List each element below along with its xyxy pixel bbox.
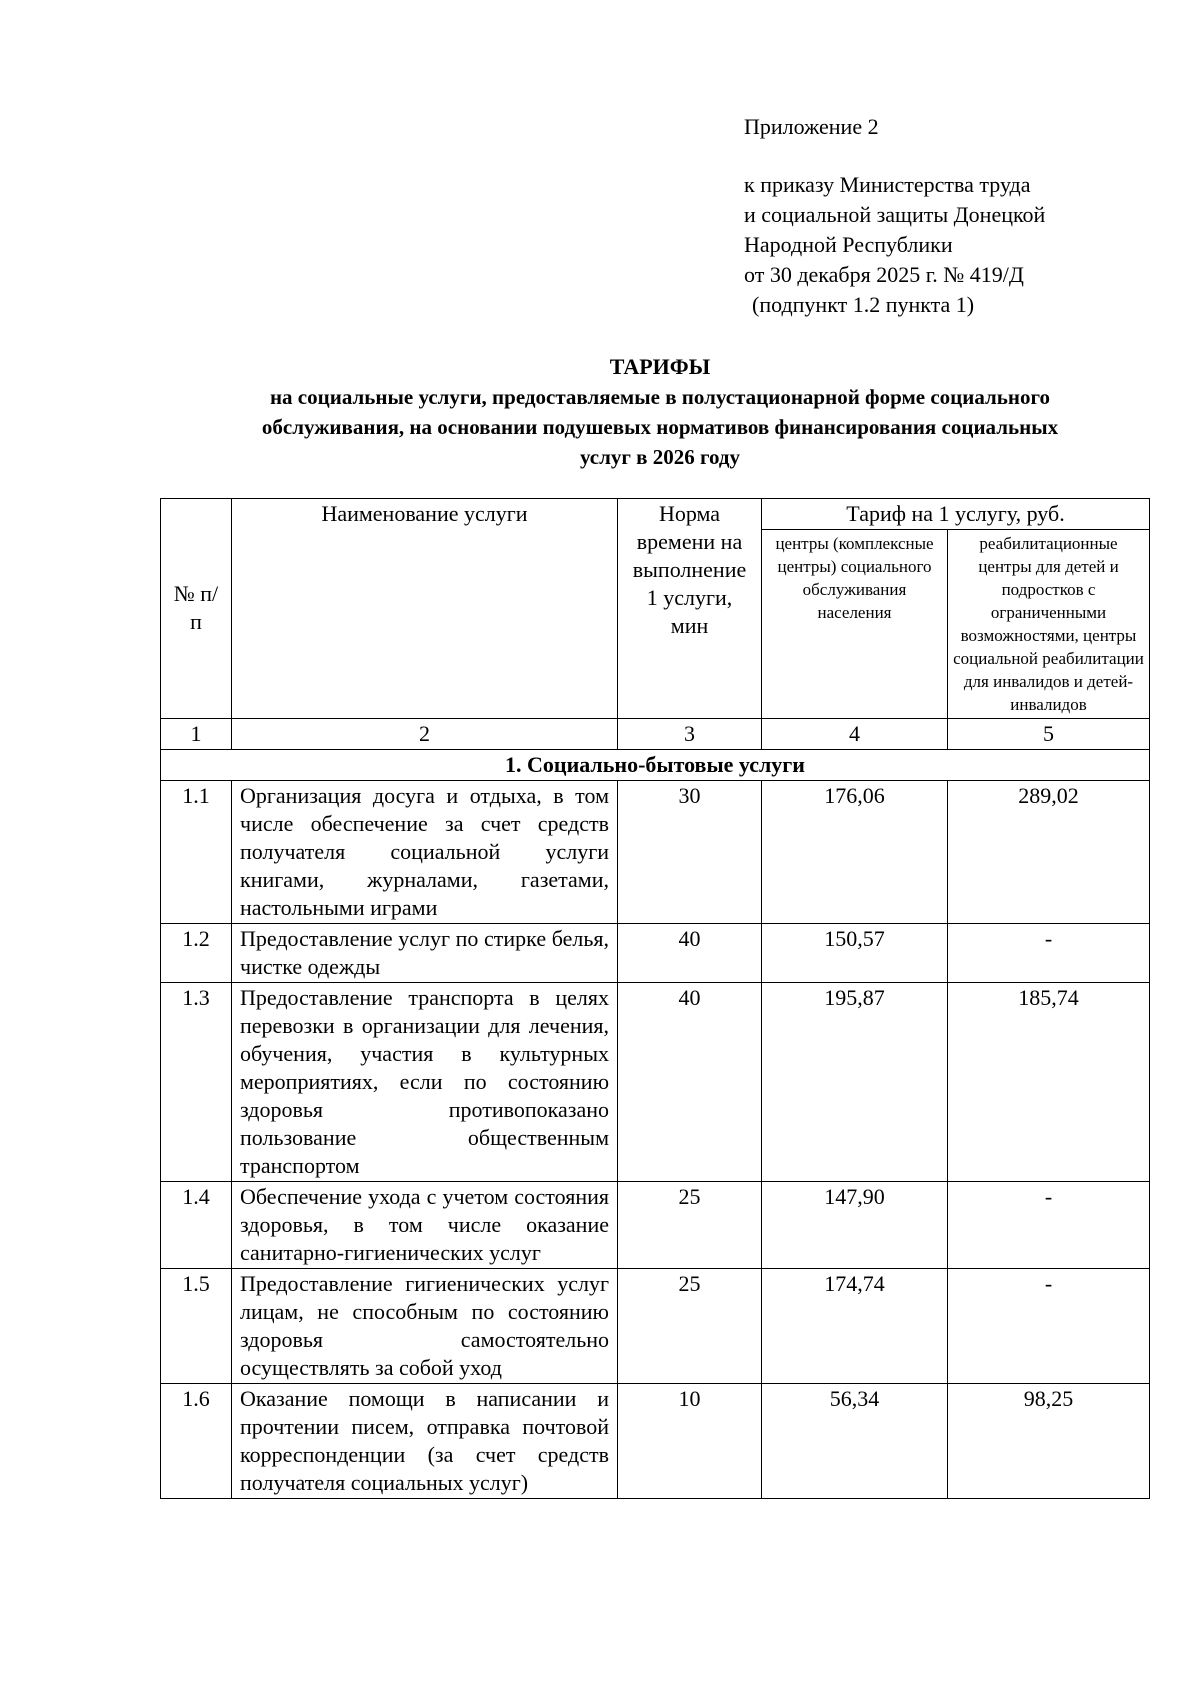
row-number: 1.4 <box>161 1182 232 1269</box>
appendix-line: и социальной защиты Донецкой <box>744 202 1046 227</box>
row-number: 1.3 <box>161 983 232 1182</box>
row-tariff-centers: 147,90 <box>762 1182 948 1269</box>
row-norm: 25 <box>618 1269 762 1384</box>
column-number: 2 <box>232 719 618 750</box>
tariffs-table <box>160 498 1150 1499</box>
header-number: № п/п <box>161 499 232 719</box>
table-row <box>161 1384 1150 1499</box>
column-numbers-row <box>161 719 1150 750</box>
row-tariff-rehab: 98,25 <box>948 1384 1150 1499</box>
column-number: 5 <box>948 719 1150 750</box>
appendix-line: от 30 декабря 2025 г. № 419/Д <box>744 262 1024 287</box>
row-norm: 40 <box>618 983 762 1182</box>
section-title: 1. Социально-бытовые услуги <box>161 750 1150 781</box>
table-header-row <box>161 499 1150 530</box>
column-number: 1 <box>161 719 232 750</box>
row-service-name: Предоставление транспорта в целях перевозки в организации для лечения, обучения, участия в культурных мероприятиях, если по состоянию здоровья противопоказано пользование общественным транспортом <box>232 983 618 1182</box>
row-norm: 10 <box>618 1384 762 1499</box>
row-tariff-centers: 176,06 <box>762 781 948 924</box>
row-tariff-centers: 174,74 <box>762 1269 948 1384</box>
row-number: 1.1 <box>161 781 232 924</box>
header-tariff: Тариф на 1 услугу, руб. <box>762 499 1150 530</box>
row-norm: 30 <box>618 781 762 924</box>
section-row <box>161 750 1150 781</box>
appendix-title: Приложение 2 <box>744 114 879 139</box>
row-tariff-centers: 56,34 <box>762 1384 948 1499</box>
row-tariff-centers: 195,87 <box>762 983 948 1182</box>
row-tariff-rehab: 289,02 <box>948 781 1150 924</box>
row-number: 1.2 <box>161 924 232 983</box>
row-norm: 40 <box>618 924 762 983</box>
title-head: ТАРИФЫ <box>609 354 711 379</box>
document-title <box>130 352 1190 472</box>
row-tariff-rehab: - <box>948 924 1150 983</box>
header-rehab: реабилитационные центры для детей и подростков с ограниченными возможностями, центры социальной реабилитации для инвалидов и детей-инвалидов <box>948 530 1150 719</box>
row-number: 1.5 <box>161 1269 232 1384</box>
row-service-name: Оказание помощи в написании и прочтении писем, отправка почтовой корреспонденции (за счет средств получателя социальных услуг) <box>232 1384 618 1499</box>
table-row <box>161 924 1150 983</box>
row-tariff-rehab: - <box>948 1269 1150 1384</box>
row-service-name: Предоставление услуг по стирке белья, чистке одежды <box>232 924 618 983</box>
row-service-name: Организация досуга и отдыха, в том числе обеспечение за счет средств получателя социальной услуги книгами, журналами, газетами, настольными играми <box>232 781 618 924</box>
appendix-line: к приказу Министерства труда <box>744 172 1031 197</box>
appendix-block <box>744 112 1045 320</box>
table-row <box>161 1182 1150 1269</box>
header-centers: центры (комплексные центры) социального обслуживания населения <box>762 530 948 719</box>
title-line: на социальные услуги, предоставляемые в полустационарной форме социального <box>269 385 1051 409</box>
appendix-line: Народной Республики <box>744 232 953 257</box>
header-name: Наименование услуги <box>232 499 618 719</box>
table-row <box>161 1269 1150 1384</box>
row-norm: 25 <box>618 1182 762 1269</box>
header-norm: Норма времени на выполнение 1 услуги, мин <box>618 499 762 719</box>
row-number: 1.6 <box>161 1384 232 1499</box>
table-row <box>161 781 1150 924</box>
title-line: обслуживания, на основании подушевых нормативов финансирования социальных <box>261 415 1059 439</box>
table-row <box>161 983 1150 1182</box>
row-tariff-rehab: - <box>948 1182 1150 1269</box>
column-number: 3 <box>618 719 762 750</box>
appendix-line: (подпункт 1.2 пункта 1) <box>752 292 975 317</box>
row-service-name: Обеспечение ухода с учетом состояния здоровья, в том числе оказание санитарно-гигиенических услуг <box>232 1182 618 1269</box>
row-tariff-rehab: 185,74 <box>948 983 1150 1182</box>
column-number: 4 <box>762 719 948 750</box>
row-tariff-centers: 150,57 <box>762 924 948 983</box>
title-line: услуг в 2026 году <box>579 445 741 469</box>
row-service-name: Предоставление гигиенических услуг лицам, не способным по состоянию здоровья самостоятельно осуществлять за собой уход <box>232 1269 618 1384</box>
